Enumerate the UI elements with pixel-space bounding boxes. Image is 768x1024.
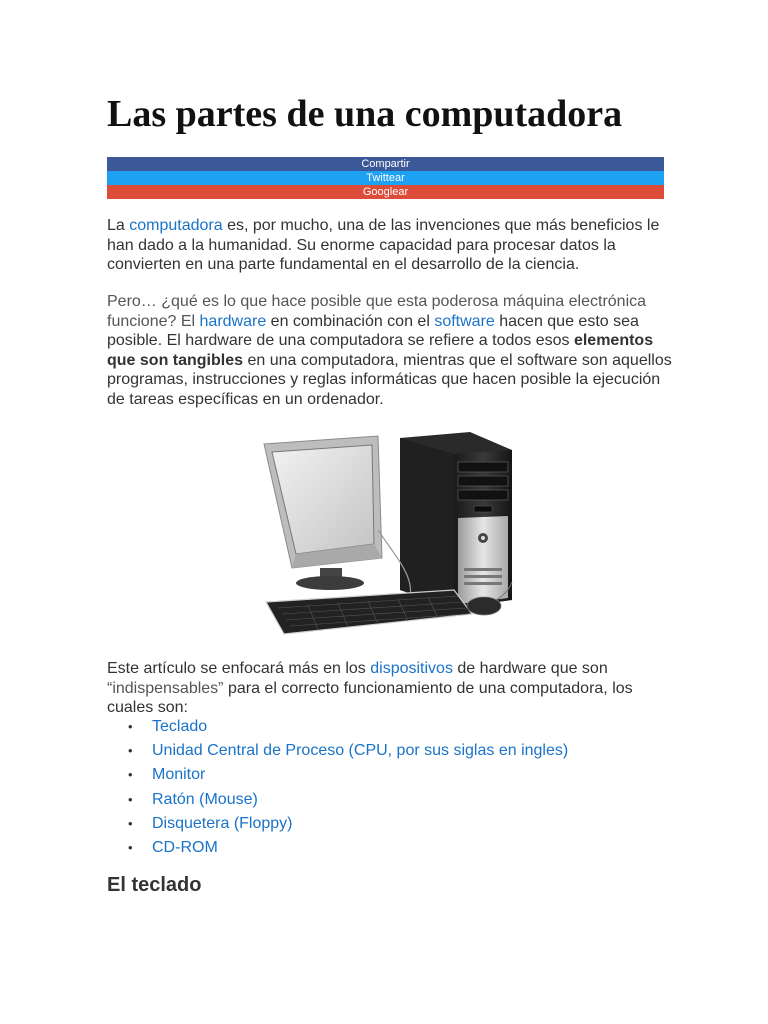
bullet: •: [128, 815, 133, 831]
list-item: [107, 789, 667, 813]
devices-paragraph: [107, 659, 677, 718]
bullet: •: [128, 767, 133, 783]
text: en combinación con el: [266, 312, 435, 330]
bullet: •: [128, 743, 133, 759]
device-link-raton[interactable]: Ratón (Mouse): [152, 790, 258, 808]
computer-image: [258, 430, 518, 642]
link-dispositivos[interactable]: dispositivos: [370, 660, 453, 677]
text: en una computadora, mientras que el software son aquellos programas, instrucciones y reglas informáticas que hacen posible la ejecución de tareas específicas en un ordenador.: [107, 351, 672, 408]
link-computadora[interactable]: computadora: [129, 217, 223, 234]
link-software[interactable]: software: [434, 312, 495, 330]
text: hacen que esto sea posible. El hardware de una computadora se refiere a todos esos: [107, 312, 639, 349]
text: es, por mucho, una de las invenciones que más beneficios le han dado a la humanidad. Su enorme capacidad para procesar datos la convierten en una parte fundamental en el desarrollo de la ciencia.: [107, 217, 660, 273]
device-link-monitor[interactable]: Monitor: [152, 766, 206, 784]
quoted-text: “indispensables”: [107, 679, 224, 697]
share-facebook-button[interactable]: Compartir: [107, 157, 664, 171]
device-link-disquetera[interactable]: Disquetera (Floppy): [152, 814, 293, 832]
device-link-cdrom[interactable]: CD-ROM: [152, 838, 218, 856]
list-item: [107, 716, 667, 740]
device-link-cpu[interactable]: Unidad Central de Proceso (CPU, por sus siglas en ingles): [152, 742, 569, 760]
text: de hardware que son: [452, 660, 608, 677]
bullet: •: [128, 719, 133, 734]
share-google-button[interactable]: Googlear: [107, 185, 664, 199]
text: Pero… ¿qué es lo que hace posible que esta poderosa máquina electrónica funcione? El: [107, 293, 647, 330]
hardware-paragraph: [107, 292, 677, 409]
share-twitter-button[interactable]: Twittear: [107, 171, 664, 185]
bullet: •: [128, 839, 133, 855]
list-item: [107, 764, 667, 788]
text: Este artículo se enfocará más en los: [107, 660, 371, 677]
page-title: Las partes de una computadora: [107, 93, 623, 135]
device-list: [107, 716, 667, 861]
bullet: •: [128, 791, 133, 807]
intro-paragraph: [107, 216, 677, 275]
bold-text: elementos que son tangibles: [107, 332, 654, 369]
list-item: [107, 837, 667, 861]
link-hardware[interactable]: hardware: [199, 312, 267, 330]
device-link-teclado[interactable]: Teclado: [152, 718, 208, 735]
text: La: [107, 217, 130, 234]
section-heading: El teclado: [107, 874, 202, 896]
list-item: [107, 740, 667, 764]
list-item: [107, 813, 667, 837]
text: para el correcto funcionamiento de una computadora, los cuales son:: [107, 679, 633, 716]
